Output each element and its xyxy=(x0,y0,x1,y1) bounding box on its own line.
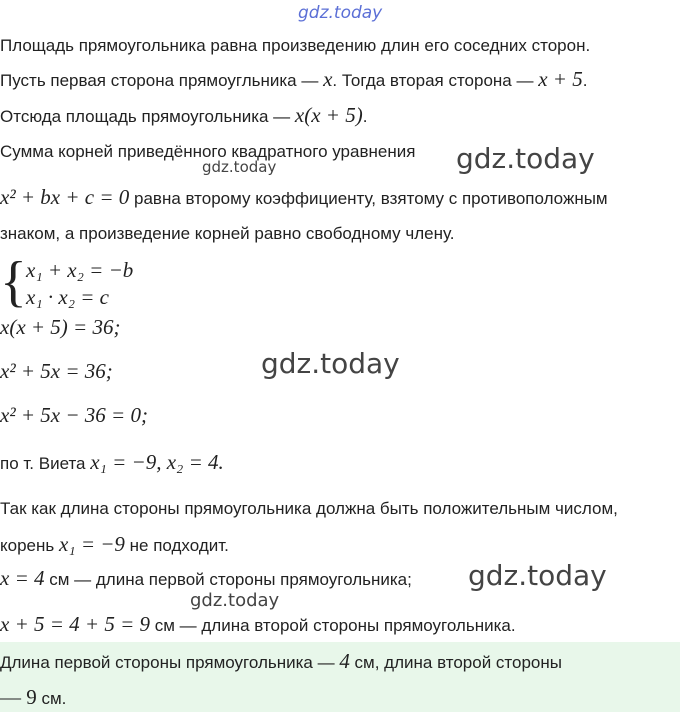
line-area-definition: Площадь прямоугольника равна произведению длин его соседних сторон. xyxy=(0,36,591,55)
line-vieta-roots: по т. Виета x₁ = −9, x₂ = 4. xyxy=(0,450,224,474)
system-eq-2: x₁ · x₂ = c xyxy=(26,285,109,309)
line-root-rejected: корень x₁ = −9 не подходит. xyxy=(0,532,229,556)
brace-icon: { xyxy=(0,251,27,313)
equation-2: x² + 5x = 36; xyxy=(0,359,113,383)
watermark: gdz.today xyxy=(261,347,400,380)
line-second-side-value: x + 5 = 4 + 5 = 9 см — длина второй стороны прямоугольника. xyxy=(0,612,516,636)
line-quadratic: x² + bx + c = 0 равна второму коэффициенту, взятому с противоположным xyxy=(0,185,608,209)
watermark: gdz.today xyxy=(190,590,280,611)
line-first-side: Пусть первая сторона прямоугльника — x. Тогда вторая сторона — x + 5. xyxy=(0,67,588,91)
line-first-side-value: x = 4 см — длина первой стороны прямоугольника; xyxy=(0,566,412,590)
watermark-top: gdz.today xyxy=(298,3,383,23)
line-vieta-rule: знаком, а произведение корней равно свободному члену. xyxy=(0,224,455,243)
line-vieta-intro: Сумма корней приведённого квадратного уравнения xyxy=(0,142,416,161)
system-eq-1: x₁ + x₂ = −b xyxy=(26,258,134,282)
vieta-system xyxy=(0,251,200,313)
equation-1: x(x + 5) = 36; xyxy=(0,315,121,339)
line-area-formula: Отсюда площадь прямоугольника — x(x + 5). xyxy=(0,103,368,127)
equation-3: x² + 5x − 36 = 0; xyxy=(0,403,148,427)
watermark: gdz.today xyxy=(468,559,607,592)
answer-line-2: — 9 см. xyxy=(0,685,67,709)
answer-box xyxy=(0,642,680,712)
watermark: gdz.today xyxy=(456,142,595,175)
line-positive-length: Так как длина стороны прямоугольника должна быть положительным числом, xyxy=(0,499,618,518)
watermark: gdz.today xyxy=(202,158,277,176)
answer-line-1: Длина первой стороны прямоугольника — 4 см, длина второй стороны xyxy=(0,649,562,673)
